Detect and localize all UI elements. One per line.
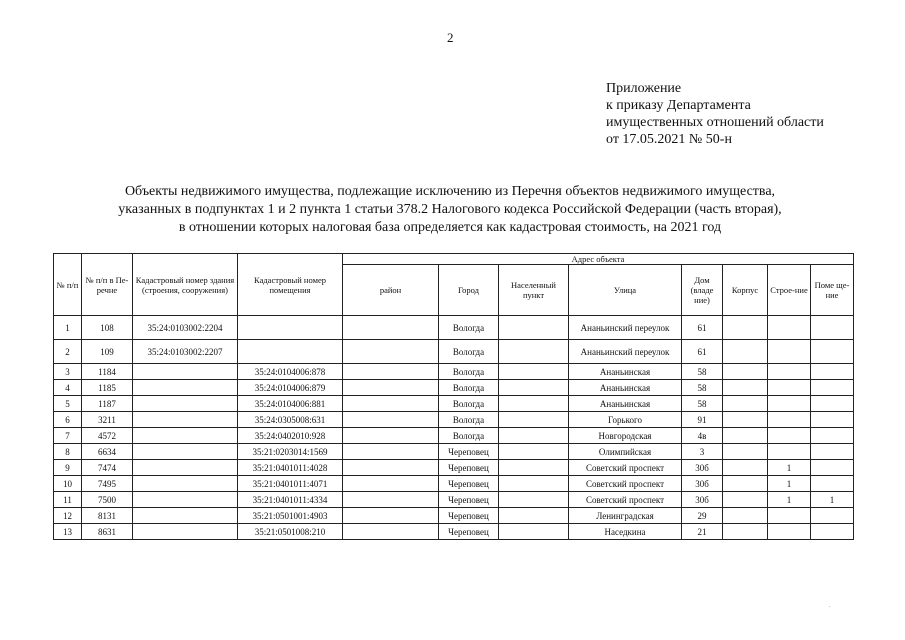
cell-room: 1 [811, 492, 854, 508]
table-body [54, 316, 854, 540]
cell-cad-building [133, 508, 238, 524]
cell-stroenie [768, 412, 811, 428]
cell-district [343, 508, 439, 524]
cell-cad-room: 35:24:0305008:631 [238, 412, 343, 428]
cell-street: Новгородская [569, 428, 682, 444]
cell-num: 7 [54, 428, 82, 444]
cell-room [811, 396, 854, 412]
cell-room [811, 460, 854, 476]
cell-settlement [499, 364, 569, 380]
cell-settlement [499, 492, 569, 508]
table-row [54, 396, 854, 412]
cell-list-num: 7495 [82, 476, 133, 492]
cell-district [343, 316, 439, 340]
cell-district [343, 476, 439, 492]
cell-district [343, 460, 439, 476]
cell-street: Ананьинская [569, 364, 682, 380]
cell-cad-building [133, 412, 238, 428]
cell-cad-room: 35:24:0104006:878 [238, 364, 343, 380]
cell-cad-room: 35:21:0501008:210 [238, 524, 343, 540]
cell-district [343, 524, 439, 540]
header-stroenie: Строе-ние [768, 265, 811, 316]
cell-street: Олимпийская [569, 444, 682, 460]
cell-room [811, 476, 854, 492]
cell-cad-building [133, 460, 238, 476]
cell-district [343, 428, 439, 444]
cell-settlement [499, 380, 569, 396]
cell-house: 91 [682, 412, 723, 428]
cell-district [343, 396, 439, 412]
cell-house: 4в [682, 428, 723, 444]
table-row [54, 364, 854, 380]
cell-city: Вологда [439, 316, 499, 340]
cell-street: Советский проспект [569, 492, 682, 508]
cell-stroenie: 1 [768, 476, 811, 492]
cell-house: 61 [682, 316, 723, 340]
table-row [54, 524, 854, 540]
header-settlement: Населенный пункт [499, 265, 569, 316]
cell-room [811, 508, 854, 524]
cell-num: 1 [54, 316, 82, 340]
cell-num: 13 [54, 524, 82, 540]
cell-street: Советский проспект [569, 460, 682, 476]
cell-korpus [723, 380, 768, 396]
cell-room [811, 444, 854, 460]
cell-list-num: 109 [82, 340, 133, 364]
cell-city: Вологда [439, 380, 499, 396]
cell-street: Ленинградская [569, 508, 682, 524]
cell-district [343, 444, 439, 460]
cell-list-num: 7500 [82, 492, 133, 508]
cell-cad-room [238, 316, 343, 340]
cell-korpus [723, 340, 768, 364]
cell-korpus [723, 412, 768, 428]
cell-street: Ананьинская [569, 380, 682, 396]
cell-cad-building [133, 492, 238, 508]
cell-house: 58 [682, 380, 723, 396]
cell-room [811, 316, 854, 340]
cell-stroenie [768, 524, 811, 540]
cell-korpus [723, 492, 768, 508]
cell-street: Советский проспект [569, 476, 682, 492]
cell-city: Череповец [439, 476, 499, 492]
cell-stroenie [768, 380, 811, 396]
cell-num: 9 [54, 460, 82, 476]
cell-stroenie [768, 340, 811, 364]
cell-street: Ананьинский переулок [569, 316, 682, 340]
cell-korpus [723, 428, 768, 444]
header-city: Город [439, 265, 499, 316]
cell-city: Череповец [439, 524, 499, 540]
cell-cad-building [133, 524, 238, 540]
cell-settlement [499, 316, 569, 340]
header-list-num: № п/п в Пе-речне [82, 254, 133, 316]
cell-list-num: 1185 [82, 380, 133, 396]
cell-korpus [723, 364, 768, 380]
cell-cad-room [238, 340, 343, 364]
cell-district [343, 380, 439, 396]
header-street: Улица [569, 265, 682, 316]
title-line: в отношении которых налоговая база определяется как кадастровая стоимость, на 2021 год [178, 220, 722, 235]
cell-stroenie [768, 364, 811, 380]
appendix-line: имущественных отношений области [606, 115, 824, 130]
cell-cad-building [133, 380, 238, 396]
table-row [54, 460, 854, 476]
cell-cad-room: 35:21:0401011:4028 [238, 460, 343, 476]
cell-city: Череповец [439, 492, 499, 508]
cell-cad-room: 35:24:0402010:928 [238, 428, 343, 444]
cell-house: 61 [682, 340, 723, 364]
cell-district [343, 412, 439, 428]
table-row [54, 412, 854, 428]
cell-room [811, 412, 854, 428]
appendix-line: от 17.05.2021 № 50-н [606, 132, 732, 147]
cell-settlement [499, 396, 569, 412]
table-row [54, 476, 854, 492]
header-cad-room: Кадастровый номер помещения [238, 254, 343, 316]
cell-cad-building: 35:24:0103002:2204 [133, 316, 238, 340]
cell-settlement [499, 524, 569, 540]
cell-cad-room: 35:24:0104006:881 [238, 396, 343, 412]
header-district: район [343, 265, 439, 316]
cell-house: 30б [682, 492, 723, 508]
header-address-group: Адрес объекта [343, 254, 854, 265]
cell-district [343, 340, 439, 364]
cell-stroenie [768, 396, 811, 412]
header-korpus: Корпус [723, 265, 768, 316]
cell-house: 30б [682, 476, 723, 492]
cell-korpus [723, 316, 768, 340]
appendix-line: к приказу Департамента [606, 98, 751, 113]
cell-house: 21 [682, 524, 723, 540]
cell-room [811, 428, 854, 444]
table-row [54, 444, 854, 460]
cell-num: 3 [54, 364, 82, 380]
cell-cad-building [133, 364, 238, 380]
cell-settlement [499, 340, 569, 364]
cell-num: 4 [54, 380, 82, 396]
cell-settlement [499, 428, 569, 444]
cell-list-num: 4572 [82, 428, 133, 444]
cell-settlement [499, 412, 569, 428]
cell-street: Наседкина [569, 524, 682, 540]
cell-num: 11 [54, 492, 82, 508]
cell-city: Вологда [439, 396, 499, 412]
cell-list-num: 1184 [82, 364, 133, 380]
cell-korpus [723, 524, 768, 540]
cell-list-num: 7474 [82, 460, 133, 476]
cell-list-num: 6634 [82, 444, 133, 460]
table-row [54, 492, 854, 508]
cell-korpus [723, 396, 768, 412]
cell-city: Вологда [439, 428, 499, 444]
cell-house: 58 [682, 396, 723, 412]
cell-settlement [499, 460, 569, 476]
cell-num: 12 [54, 508, 82, 524]
cell-cad-room: 35:21:0501001:4903 [238, 508, 343, 524]
cell-num: 10 [54, 476, 82, 492]
cell-room [811, 364, 854, 380]
table-row [54, 316, 854, 340]
cell-stroenie [768, 316, 811, 340]
cell-stroenie [768, 444, 811, 460]
cell-settlement [499, 508, 569, 524]
cell-district [343, 364, 439, 380]
cell-num: 2 [54, 340, 82, 364]
cell-cad-building [133, 444, 238, 460]
title-line: Объекты недвижимого имущества, подлежащие исключению из Перечня объектов недвижимого имущества, [124, 184, 776, 199]
cell-list-num: 3211 [82, 412, 133, 428]
appendix-line: Приложение [606, 81, 682, 96]
cell-cad-building: 35:24:0103002:2207 [133, 340, 238, 364]
objects-table [53, 253, 854, 540]
cell-house: 58 [682, 364, 723, 380]
cell-street: Ананьинская [569, 396, 682, 412]
cell-stroenie: 1 [768, 460, 811, 476]
cell-korpus [723, 444, 768, 460]
header-cad-building: Кадастровый номер здания (строения, сооружения) [133, 254, 238, 316]
cell-list-num: 8131 [82, 508, 133, 524]
header-house: Дом (владе ние) [682, 265, 723, 316]
cell-stroenie [768, 428, 811, 444]
cell-cad-room: 35:21:0401011:4071 [238, 476, 343, 492]
cell-korpus [723, 476, 768, 492]
cell-list-num: 8631 [82, 524, 133, 540]
cell-cad-building [133, 476, 238, 492]
header-num: № п/п [54, 254, 82, 316]
cell-district [343, 492, 439, 508]
appendix-block [606, 80, 824, 148]
table-row [54, 380, 854, 396]
cell-settlement [499, 476, 569, 492]
scan-mark: . [829, 603, 831, 609]
cell-list-num: 108 [82, 316, 133, 340]
cell-num: 8 [54, 444, 82, 460]
cell-city: Череповец [439, 460, 499, 476]
cell-house: 29 [682, 508, 723, 524]
cell-house: 3 [682, 444, 723, 460]
cell-room [811, 524, 854, 540]
table-row [54, 508, 854, 524]
cell-num: 5 [54, 396, 82, 412]
cell-stroenie: 1 [768, 492, 811, 508]
page-number: 2 [447, 30, 454, 45]
cell-cad-room: 35:21:0401011:4334 [238, 492, 343, 508]
cell-list-num: 1187 [82, 396, 133, 412]
cell-cad-room: 35:21:0203014:1569 [238, 444, 343, 460]
cell-city: Вологда [439, 364, 499, 380]
header-room: Поме ще-ние [811, 265, 854, 316]
table-row [54, 428, 854, 444]
cell-city: Вологда [439, 412, 499, 428]
cell-num: 6 [54, 412, 82, 428]
cell-room [811, 380, 854, 396]
table-row [54, 340, 854, 364]
cell-korpus [723, 460, 768, 476]
cell-room [811, 340, 854, 364]
cell-cad-building [133, 428, 238, 444]
cell-city: Череповец [439, 444, 499, 460]
document-title [40, 183, 860, 237]
cell-house: 30б [682, 460, 723, 476]
cell-korpus [723, 508, 768, 524]
cell-cad-room: 35:24:0104006:879 [238, 380, 343, 396]
title-line: указанных в подпунктах 1 и 2 пункта 1 статьи 378.2 Налогового кодекса Российской Федерации (часть вторая), [118, 202, 782, 217]
cell-stroenie [768, 508, 811, 524]
cell-street: Ананьинский переулок [569, 340, 682, 364]
cell-settlement [499, 444, 569, 460]
cell-city: Череповец [439, 508, 499, 524]
cell-street: Горького [569, 412, 682, 428]
cell-city: Вологда [439, 340, 499, 364]
cell-cad-building [133, 396, 238, 412]
